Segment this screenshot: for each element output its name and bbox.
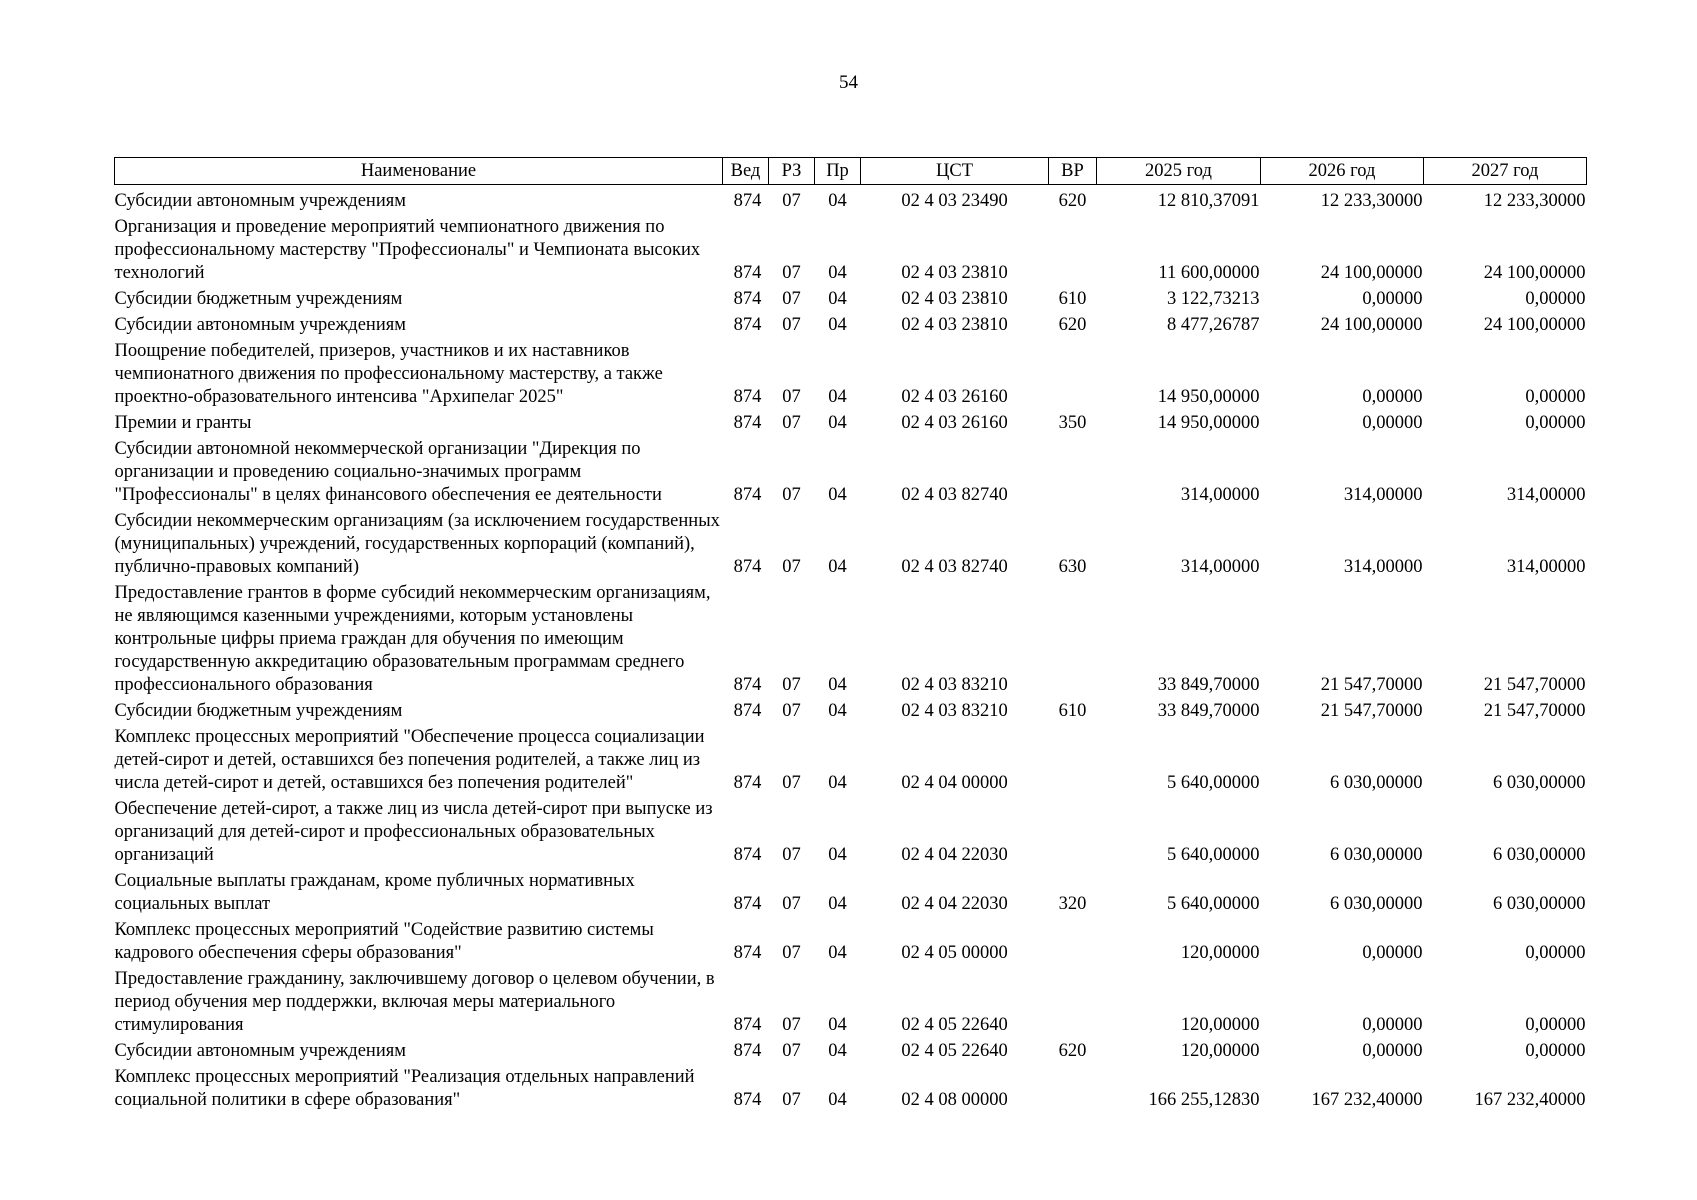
row-2025: 33 849,70000 [1157,701,1260,721]
row-cst: 02 4 03 23810 [901,263,1008,283]
row-2025: 11 600,00000 [1158,263,1260,283]
table-row [115,870,1587,919]
header-name: Наименование [115,158,723,185]
row-pr: 04 [828,263,847,283]
row-ved: 874 [733,413,762,433]
row-2027: 0,00000 [1525,943,1586,963]
row-2026: 314,00000 [1343,557,1423,577]
row-rz: 07 [782,675,801,695]
row-rz: 07 [782,263,801,283]
row-2027: 0,00000 [1525,1015,1586,1035]
row-rz: 07 [782,701,801,721]
row-2026: 0,00000 [1362,289,1423,309]
row-2027: 24 100,00000 [1483,315,1586,335]
row-2027: 167 232,40000 [1474,1090,1586,1110]
row-name: Субсидии бюджетным учреждениям [114,289,403,309]
row-2027: 21 547,70000 [1483,675,1586,695]
row-name: Поощрение победителей, призеров, участников и их наставников чемпионатного движения по профессиональному мастерству, а также проектно-образовательного интенсива "Архипелаг 2025" [114,341,663,407]
row-2026: 167 232,40000 [1311,1090,1423,1110]
row-cst: 02 4 03 82740 [901,485,1008,505]
row-ved: 874 [733,1041,762,1061]
row-name: Предоставление грантов в форме субсидий некоммерческим организациям, не являющимся казенными учреждениями, которым установлены контрольные цифры приема граждан для обучения по имеющим государственную аккредитацию образовательным программам среднего профессионального образования [114,583,711,695]
header-vr: ВР [1049,158,1097,185]
row-name: Социальные выплаты гражданам, кроме публичных нормативных социальных выплат [114,871,635,914]
row-2027: 314,00000 [1506,485,1586,505]
row-ved: 874 [733,557,762,577]
row-ved: 874 [733,387,762,407]
row-vr [1049,582,1097,700]
header-2027: 2027 год [1424,158,1587,185]
row-name: Комплекс процессных мероприятий "Реализация отдельных направлений социальной политики в сфере образования" [114,1067,695,1110]
header-pr: Пр [815,158,861,185]
row-ved: 874 [733,701,762,721]
row-2026: 0,00000 [1362,1041,1423,1061]
row-name: Субсидии автономным учреждениям [114,191,406,211]
row-ved: 874 [733,1015,762,1035]
row-2027: 314,00000 [1506,557,1586,577]
table-row [115,340,1587,412]
row-2027: 0,00000 [1525,387,1586,407]
table-row [115,288,1587,314]
table-body [115,185,1587,1116]
row-name: Обеспечение детей-сирот, а также лиц из числа детей-сирот при выпуске из организаций для детей-сирот и профессиональных образовательных организаций [114,799,713,865]
row-cst: 02 4 05 22640 [901,1041,1008,1061]
row-pr: 04 [828,289,847,309]
row-pr: 04 [828,701,847,721]
row-rz: 07 [782,387,801,407]
row-2025: 3 122,73213 [1167,289,1260,309]
row-vr: 320 [1058,894,1087,914]
row-vr [1049,1066,1097,1115]
table-row [115,412,1587,438]
row-cst: 02 4 05 22640 [901,1015,1008,1035]
table-row [115,314,1587,340]
row-2026: 6 030,00000 [1330,845,1423,865]
budget-table [114,157,1587,1115]
table-row [115,438,1587,510]
row-vr: 610 [1058,701,1087,721]
row-2026: 314,00000 [1343,485,1423,505]
row-2026: 6 030,00000 [1330,894,1423,914]
table-row [115,726,1587,798]
row-name: Комплекс процессных мероприятий "Обеспечение процесса социализации детей-сирот и детей, оставшихся без попечения родителей, а также лиц из числа детей-сирот и детей, оставшихся без попечения родителей" [114,727,705,793]
row-cst: 02 4 08 00000 [901,1090,1008,1110]
row-vr: 630 [1058,557,1087,577]
row-2025: 314,00000 [1180,557,1260,577]
row-2026: 0,00000 [1362,943,1423,963]
row-ved: 874 [733,675,762,695]
row-2027: 0,00000 [1525,413,1586,433]
table-row [115,798,1587,870]
row-2026: 0,00000 [1362,387,1423,407]
row-vr: 620 [1058,1041,1087,1061]
row-cst: 02 4 03 83210 [901,675,1008,695]
row-2027: 24 100,00000 [1483,263,1586,283]
row-pr: 04 [828,943,847,963]
table-row [115,700,1587,726]
table-row [115,216,1587,288]
row-name: Комплекс процессных мероприятий "Содействие развитию системы кадрового обеспечения сферы образования" [114,920,654,963]
row-2026: 21 547,70000 [1320,675,1423,695]
row-name: Премии и гранты [114,413,252,433]
row-2025: 5 640,00000 [1167,773,1260,793]
row-vr [1049,968,1097,1040]
row-cst: 02 4 03 83210 [901,701,1008,721]
header-ved: Вед [723,158,769,185]
header-cst: ЦСТ [861,158,1049,185]
table-row [115,185,1587,217]
table-row [115,1066,1587,1115]
row-pr: 04 [828,845,847,865]
row-vr [1049,919,1097,968]
row-pr: 04 [828,773,847,793]
row-ved: 874 [733,315,762,335]
row-rz: 07 [782,1090,801,1110]
row-vr: 350 [1058,413,1087,433]
row-pr: 04 [828,485,847,505]
table-row [115,1040,1587,1066]
row-rz: 07 [782,773,801,793]
row-ved: 874 [733,845,762,865]
row-rz: 07 [782,289,801,309]
page-number: 54 [839,72,858,93]
row-2025: 12 810,37091 [1157,191,1260,211]
row-pr: 04 [828,894,847,914]
row-2025: 120,00000 [1180,1041,1260,1061]
row-2025: 14 950,00000 [1157,387,1260,407]
table-header-row [115,158,1587,185]
row-cst: 02 4 04 22030 [901,894,1008,914]
row-name: Субсидии бюджетным учреждениям [114,701,403,721]
row-pr: 04 [828,315,847,335]
row-pr: 04 [828,191,847,211]
row-ved: 874 [733,191,762,211]
row-2026: 0,00000 [1362,413,1423,433]
table-row [115,582,1587,700]
row-cst: 02 4 05 00000 [901,943,1008,963]
row-name: Субсидии автономной некоммерческой организации "Дирекция по организации и проведению социально-значимых программ "Профессионалы" в целях финансового обеспечения ее деятельности [114,439,662,505]
row-pr: 04 [828,1090,847,1110]
row-2025: 14 950,00000 [1157,413,1260,433]
row-rz: 07 [782,485,801,505]
row-2027: 0,00000 [1525,289,1586,309]
row-rz: 07 [782,943,801,963]
row-2025: 33 849,70000 [1157,675,1260,695]
row-ved: 874 [733,289,762,309]
row-rz: 07 [782,845,801,865]
row-cst: 02 4 03 23490 [901,191,1008,211]
header-2026: 2026 год [1261,158,1424,185]
row-rz: 07 [782,1015,801,1035]
row-rz: 07 [782,315,801,335]
row-name: Предоставление гражданину, заключившему договор о целевом обучении, в период обучения мер поддержки, включая меры материального стимулирования [114,969,715,1035]
row-pr: 04 [828,1015,847,1035]
row-name: Субсидии автономным учреждениям [114,1041,406,1061]
row-name: Организация и проведение мероприятий чемпионатного движения по профессиональному мастерству "Профессионалы" и Чемпионата высоких технологий [114,217,701,283]
row-name: Субсидии автономным учреждениям [114,315,406,335]
row-2027: 6 030,00000 [1493,773,1586,793]
row-2027: 12 233,30000 [1483,191,1586,211]
row-2026: 0,00000 [1362,1015,1423,1035]
row-2025: 120,00000 [1180,1015,1260,1035]
row-rz: 07 [782,894,801,914]
row-pr: 04 [828,675,847,695]
table-row [115,510,1587,582]
row-ved: 874 [733,894,762,914]
row-2027: 6 030,00000 [1493,894,1586,914]
row-2026: 24 100,00000 [1320,315,1423,335]
row-2026: 6 030,00000 [1330,773,1423,793]
row-cst: 02 4 03 26160 [901,387,1008,407]
row-cst: 02 4 03 82740 [901,557,1008,577]
row-ved: 874 [733,943,762,963]
table-row [115,968,1587,1040]
row-ved: 874 [733,773,762,793]
row-pr: 04 [828,387,847,407]
table-row [115,919,1587,968]
row-vr [1049,798,1097,870]
row-rz: 07 [782,1041,801,1061]
row-2026: 21 547,70000 [1320,701,1423,721]
row-2027: 0,00000 [1525,1041,1586,1061]
row-cst: 02 4 04 00000 [901,773,1008,793]
row-2025: 5 640,00000 [1167,894,1260,914]
row-vr [1049,438,1097,510]
row-cst: 02 4 03 23810 [901,289,1008,309]
row-ved: 874 [733,263,762,283]
row-vr: 620 [1058,315,1087,335]
row-cst: 02 4 03 26160 [901,413,1008,433]
row-2026: 24 100,00000 [1320,263,1423,283]
row-vr [1049,726,1097,798]
row-vr [1049,340,1097,412]
row-pr: 04 [828,1041,847,1061]
row-vr: 620 [1058,191,1087,211]
row-rz: 07 [782,191,801,211]
row-2026: 12 233,30000 [1320,191,1423,211]
row-2025: 314,00000 [1180,485,1260,505]
row-2027: 6 030,00000 [1493,845,1586,865]
row-pr: 04 [828,413,847,433]
header-rz: РЗ [769,158,815,185]
row-2025: 8 477,26787 [1167,315,1260,335]
row-ved: 874 [733,485,762,505]
row-2027: 21 547,70000 [1483,701,1586,721]
row-cst: 02 4 03 23810 [901,315,1008,335]
row-pr: 04 [828,557,847,577]
row-vr: 610 [1058,289,1087,309]
row-rz: 07 [782,413,801,433]
row-ved: 874 [733,1090,762,1110]
row-2025: 120,00000 [1180,943,1260,963]
row-name: Субсидии некоммерческим организациям (за исключением государственных (муниципальных) учреждений, государственных корпораций (компаний), публично-правовых компаний) [114,511,720,577]
row-2025: 166 255,12830 [1148,1090,1260,1110]
header-2025: 2025 год [1097,158,1261,185]
row-vr [1049,216,1097,288]
row-2025: 5 640,00000 [1167,845,1260,865]
row-rz: 07 [782,557,801,577]
row-cst: 02 4 04 22030 [901,845,1008,865]
